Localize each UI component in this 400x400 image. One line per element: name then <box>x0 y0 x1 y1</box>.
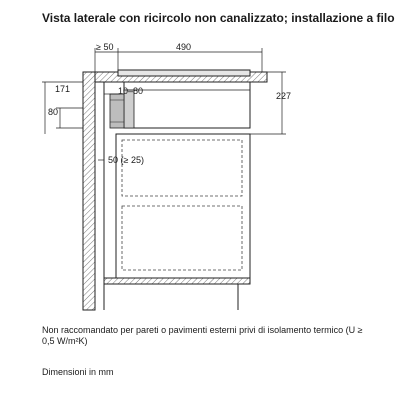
air-outlet <box>110 94 124 128</box>
plinth <box>104 278 250 284</box>
dim-bottom-gap: 50 (≥ 25) <box>108 155 144 165</box>
drawer-lower <box>122 206 242 270</box>
dim-duct-offset: 80 <box>48 107 59 117</box>
dim-hob-height: 171 <box>55 84 71 94</box>
dim-duct-clearance: 10–80 <box>118 86 144 96</box>
diagram-title: Vista laterale con ricircolo non canalizzato; installazione a filo <box>42 11 395 25</box>
wall <box>83 72 95 310</box>
insulation-note: Non raccomandato per pareti o pavimenti esterni privi di isolamento termico (U ≥ 0,5 W/m²K) <box>42 325 363 346</box>
drawer-upper <box>122 140 242 196</box>
units-note: Dimensioni in mm <box>42 367 114 377</box>
dim-hob-depth: 490 <box>176 42 192 52</box>
dim-cabinet-height: 227 <box>276 91 292 101</box>
hob-top <box>118 70 250 76</box>
dim-wall-gap: ≥ 50 <box>96 42 114 52</box>
